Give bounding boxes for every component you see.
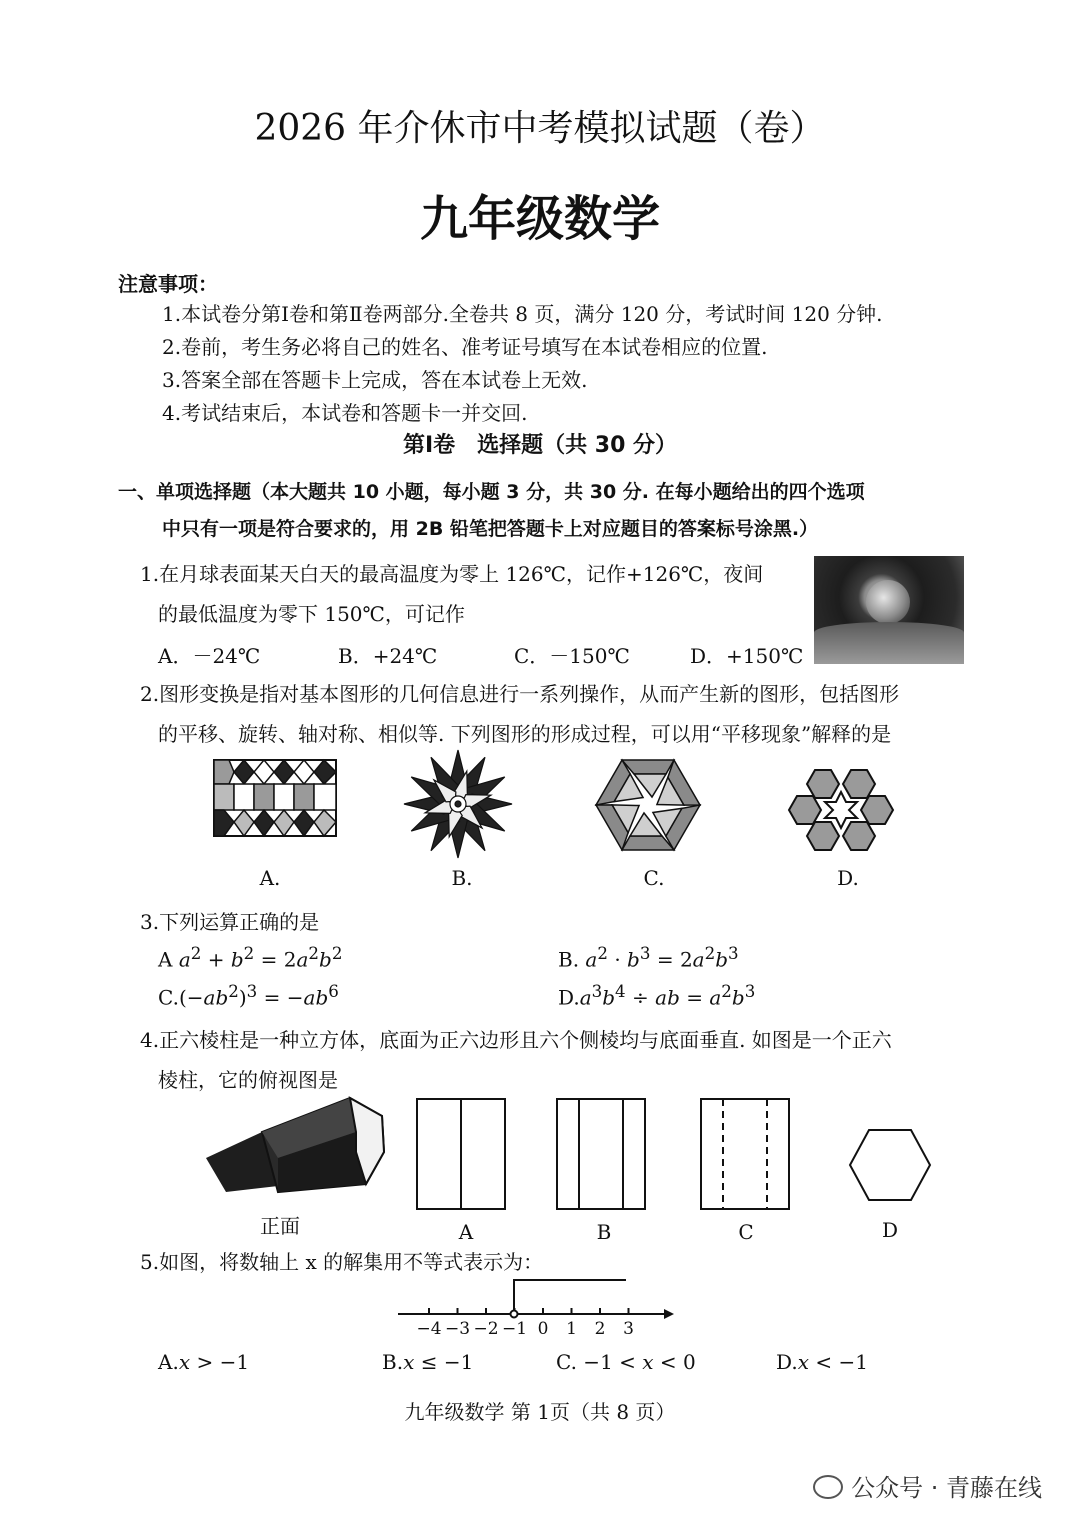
moon-surface — [814, 622, 964, 664]
number-line-tick-label: 2 — [594, 1319, 606, 1339]
q5-option-a-label: A. — [158, 1350, 179, 1374]
q5-option-c: C. −1 < x < 0 — [556, 1350, 696, 1374]
wechat-icon — [813, 1475, 843, 1499]
q5-option-b-label: B. — [382, 1350, 404, 1374]
solution-set-ray — [514, 1280, 626, 1314]
q4-hexagonal-prism-figure — [206, 1092, 386, 1208]
q3-option-a: A $a^2 + b^2 = 2a^2b^2$ — [158, 944, 343, 972]
notice-item: 2.卷前，考生务必将自己的姓名、准考证号填写在本试卷相应的位置. — [162, 335, 768, 359]
part-heading-cont: 中只有一项是符合要求的，用 2B 铅笔把答题卡上对应题目的答案标号涂黑.） — [162, 518, 819, 540]
q5-option-b: B.x ≤ −1 — [382, 1350, 474, 1374]
q4-option-b-figure — [556, 1098, 646, 1210]
q3-option-d: $D.a^3b^4$ ÷ ab = $a^2b^3$ — [558, 982, 756, 1010]
number-line-tick-label: 1 — [566, 1319, 577, 1339]
q4-label-d: D — [881, 1218, 899, 1242]
q4-option-c-figure — [700, 1098, 790, 1210]
q2-figure-b-flower — [402, 748, 514, 860]
number-line-tick-label: −1 — [501, 1319, 528, 1339]
q1-option-c: C．－150℃ — [514, 644, 630, 668]
q2-figure-d-hexagon-star — [786, 760, 896, 860]
q1-option-d: D．+150℃ — [690, 644, 804, 668]
q4-stem: 4.正六棱柱是一种立方体，底面为正六边形且六个侧棱均与底面垂直. 如图是一个正六 — [140, 1028, 892, 1052]
notice-heading: 注意事项： — [118, 272, 218, 296]
q5-number-line — [394, 1274, 674, 1344]
q1-option-b: B．+24℃ — [338, 644, 438, 668]
subject-title: 九年级数学 — [419, 191, 660, 247]
q3-option-d-label: D. — [558, 985, 580, 1010]
watermark-text: 公众号 · 青藤在线 — [851, 1474, 1042, 1502]
part-heading: 一、单项选择题（本大题共 10 小题，每小题 3 分，共 30 分. 在每小题给出的四个选项 — [118, 481, 865, 503]
q2-label-a: A. — [259, 866, 281, 890]
q1-stem: 1.在月球表面某天白天的最高温度为零上 126℃，记作+126℃，夜间 — [140, 562, 764, 586]
open-circle-at-minus-one — [511, 1311, 518, 1318]
number-line-tick-label: −2 — [473, 1319, 499, 1339]
q2-stem-cont: 的平移、旋转、轴对称、相似等. 下列图形的形成过程，可以用“平移现象”解释的是 — [158, 722, 892, 746]
q4-label-b: B — [596, 1220, 612, 1244]
q1-option-a: A．－24℃ — [158, 644, 261, 668]
number-line-arrow — [664, 1309, 674, 1319]
q3-option-a-label: A — [158, 947, 173, 972]
q3-option-c-label: C. — [158, 985, 179, 1010]
q3-stem: 3.下列运算正确的是 — [140, 910, 320, 934]
q2-label-d: D. — [837, 866, 859, 890]
exam-title: 2026 年介休市中考模拟试题（卷） — [254, 108, 826, 149]
notice-item: 1.本试卷分第Ⅰ卷和第Ⅱ卷两部分.全卷共 8 页，满分 120 分，考试时间 120 分钟. — [162, 302, 883, 326]
notice-item: 4.考试结束后，本试卷和答题卡一并交回. — [162, 401, 528, 425]
q3-option-b-label: B. — [558, 947, 580, 972]
number-line-tick-label: −4 — [416, 1319, 442, 1339]
q2-stem: 2.图形变换是指对基本图形的几何信息进行一系列操作，从而产生新的图形，包括图形 — [140, 682, 900, 706]
watermark — [813, 1468, 1042, 1503]
notice-item: 3.答案全部在答题卡上完成，答在本试卷上无效. — [162, 368, 588, 392]
number-line-tick-label: −3 — [444, 1319, 471, 1339]
q5-option-d: D.x < −1 — [776, 1350, 868, 1374]
q3-option-b: B. $a^2 \cdot b^3 = 2a^2b^3$ — [558, 944, 739, 972]
q5-option-a: A.x > −1 — [158, 1350, 250, 1374]
q2-figure-c-hexagon-logo — [592, 752, 704, 858]
q5-option-c-label: C. — [556, 1350, 577, 1374]
q4-label-a: A — [458, 1220, 474, 1244]
q2-figure-a-tessellation — [212, 758, 338, 838]
q4-option-a-figure — [416, 1098, 506, 1210]
q4-label-c: C — [738, 1220, 754, 1244]
q4-option-d-figure — [848, 1128, 932, 1202]
number-line-tick-label: 0 — [537, 1319, 549, 1339]
q5-stem: 5.如图，将数轴上 x 的解集用不等式表示为： — [140, 1250, 544, 1274]
number-line-tick-label: 3 — [623, 1319, 634, 1339]
q2-label-c: C. — [643, 866, 665, 890]
earth-image — [866, 580, 910, 624]
q4-stem-cont: 棱柱，它的俯视图是 — [158, 1068, 338, 1092]
page-footer: 九年级数学 第 1页（共 8 页） — [404, 1400, 676, 1424]
q5-option-d-label: D. — [776, 1350, 798, 1374]
q1-stem-cont: 的最低温度为零下 150℃，可记作 — [158, 602, 465, 626]
q4-front-label: 正面 — [260, 1214, 300, 1238]
q2-label-b: B. — [451, 866, 473, 890]
q3-option-c: $C.(-ab^2)^3 = -ab^6$ — [158, 982, 339, 1010]
moon-earth-photo — [814, 556, 964, 664]
section-title: 第Ⅰ卷 选择题（共 30 分） — [402, 433, 678, 458]
